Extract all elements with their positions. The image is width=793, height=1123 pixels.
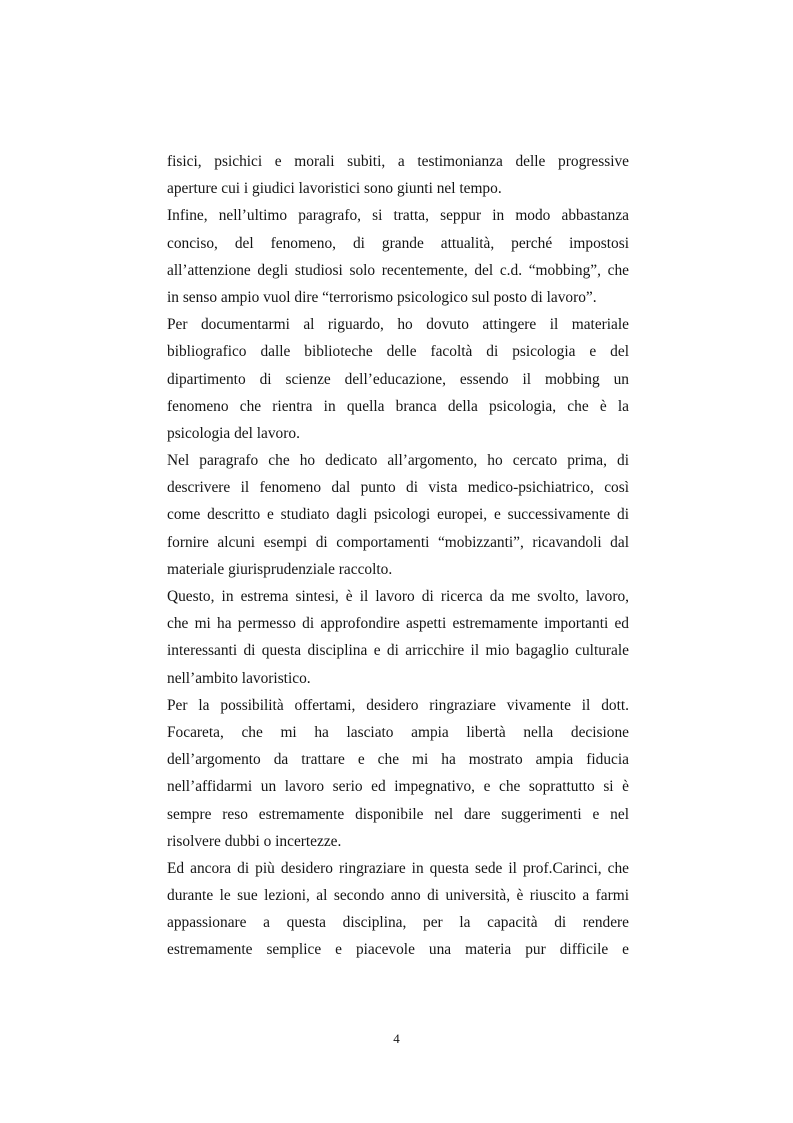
text-line: all’attenzione degli studiosi solo recentemente, del c.d. “mobbing”, che [167, 261, 629, 279]
page-number: 4 [393, 1031, 400, 1046]
text-line: dipartimento di scienze dell’educazione, essendo il mobbing un [167, 370, 629, 388]
text-line: fisici, psichici e morali subiti, a testimonianza delle progressive [167, 153, 629, 170]
text-line: Focareta, che mi ha lasciato ampia libertà nella decisione [167, 723, 629, 741]
text-line: dell’argomento da trattare e che mi ha mostrato ampia fiducia [167, 751, 629, 769]
text-line: conciso, del fenomeno, di grande attualità, perché impostosi [167, 234, 629, 252]
text-line: Infine, nell’ultimo paragrafo, si tratta, seppur in modo abbastanza [167, 207, 629, 225]
text-line: in senso ampio vuol dire “terrorismo psicologico sul posto di lavoro”. [167, 288, 597, 306]
body-text [167, 148, 629, 964]
text-line: risolvere dubbi o incertezze. [167, 832, 342, 850]
text-line: Ed ancora di più desidero ringraziare in questa sede il prof.Carinci, che [167, 859, 629, 877]
text-line: aperture cui i giudici lavoristici sono giunti nel tempo. [167, 180, 502, 198]
text-line: psicologia del lavoro. [167, 424, 300, 442]
text-line: nell’ambito lavoristico. [167, 669, 311, 687]
text-line: che mi ha permesso di approfondire aspetti estremamente importanti ed [167, 615, 629, 633]
text-line: durante le sue lezioni, al secondo anno di università, è riuscito a farmi [167, 887, 629, 905]
text-line: interessanti di questa disciplina e di arricchire il mio bagaglio culturale [167, 642, 629, 660]
text-line: nell’affidarmi un lavoro serio ed impegnativo, e che soprattutto si è [167, 778, 629, 796]
text-line: come descritto e studiato dagli psicologi europei, e successivamente di [167, 506, 629, 524]
text-line: bibliografico dalle biblioteche delle facoltà di psicologia e del [167, 343, 629, 361]
text-line: fenomeno che rientra in quella branca della psicologia, che è la [167, 397, 629, 415]
text-line: Questo, in estrema sintesi, è il lavoro di ricerca da me svolto, lavoro, [167, 588, 629, 605]
text-line: sempre reso estremamente disponibile nel dare suggerimenti e nel [167, 805, 629, 823]
text-line: Per la possibilità offertami, desidero ringraziare vivamente il dott. [167, 696, 629, 714]
text-line: Nel paragrafo che ho dedicato all’argomento, ho cercato prima, di [167, 452, 629, 470]
text-line: appassionare a questa disciplina, per la capacità di rendere [167, 914, 629, 932]
text-line: descrivere il fenomeno dal punto di vista medico-psichiatrico, così [167, 479, 629, 497]
text-line: estremamente semplice e piacevole una materia pur difficile e [167, 941, 629, 959]
text-line: materiale giurisprudenziale raccolto. [167, 560, 393, 578]
text-line: fornire alcuni esempi di comportamenti “mobizzanti”, ricavandoli dal [167, 533, 629, 551]
text-line: Per documentarmi al riguardo, ho dovuto attingere il materiale [167, 316, 629, 334]
